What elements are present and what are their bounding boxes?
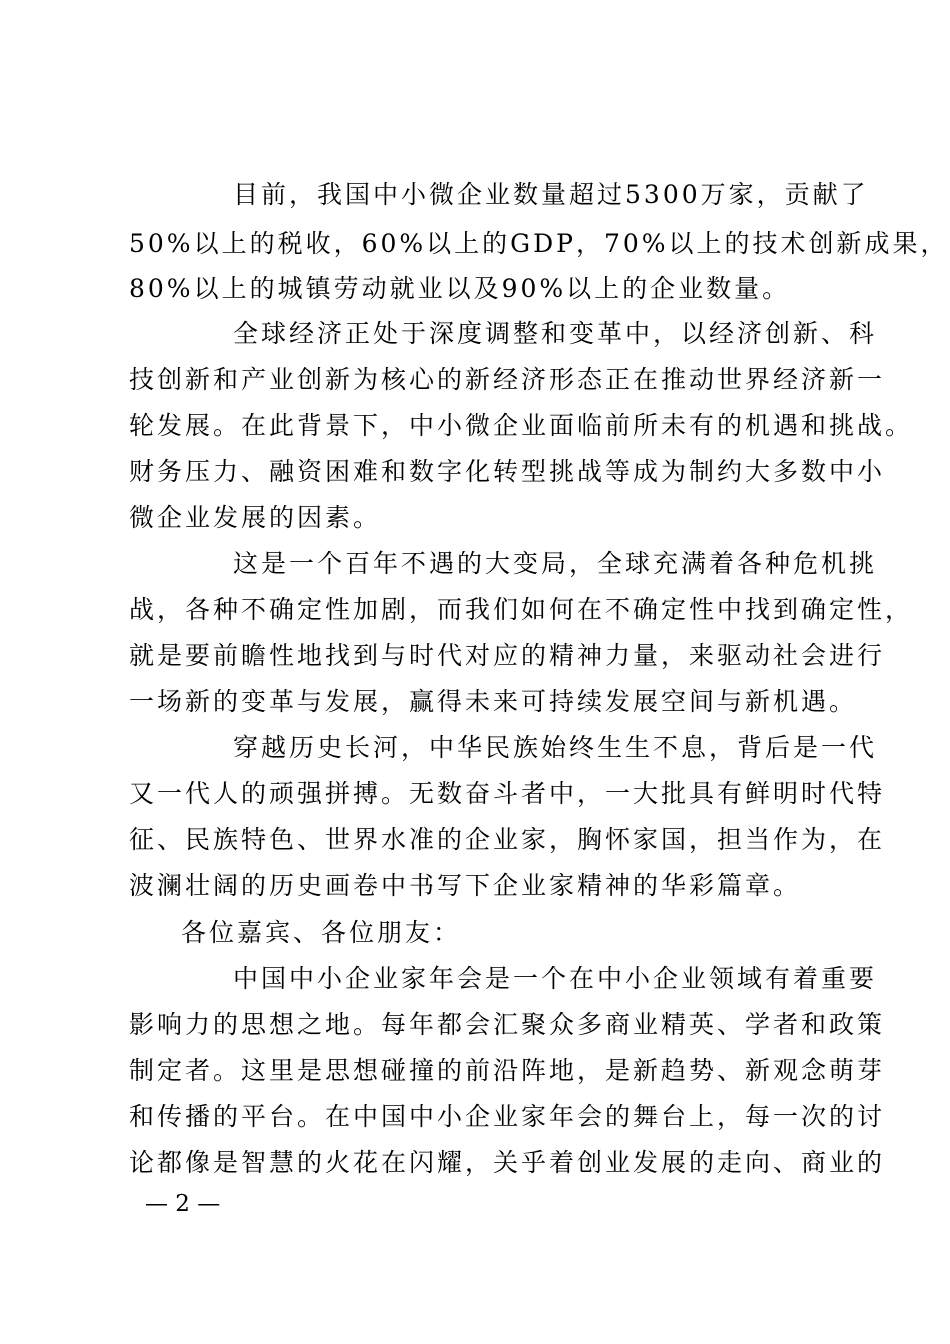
paragraph-1-line-1: 目前，我国中小微企业数量超过5300万家，贡献了 bbox=[233, 180, 869, 209]
paragraph-1-line-3: 80%以上的城镇劳动就业以及90%以上的企业数量。 bbox=[129, 274, 791, 303]
paragraph-5-line-3: 制定者。这里是思想碰撞的前沿阵地，是新趋势、新观念萌芽 bbox=[129, 1056, 886, 1085]
paragraph-2-line-1: 全球经济正处于深度调整和变革中，以经济创新、科 bbox=[233, 319, 878, 348]
page-number: — 2 — bbox=[145, 1191, 221, 1217]
paragraph-3-line-4: 一场新的变革与发展，赢得未来可持续发展空间与新机遇。 bbox=[129, 687, 858, 716]
paragraph-4-line-1: 穿越历史长河，中华民族始终生生不息，背后是一代 bbox=[233, 733, 878, 762]
paragraph-1-line-2: 50%以上的税收，60%以上的GDP，70%以上的技术创新成果， bbox=[129, 229, 949, 258]
paragraph-2-line-5: 微企业发展的因素。 bbox=[129, 503, 382, 532]
paragraph-3-line-2: 战，各种不确定性加剧，而我们如何在不确定性中找到确定性， bbox=[129, 595, 914, 624]
paragraph-4-line-4: 波澜壮阔的历史画卷中书写下企业家精神的华彩篇章。 bbox=[129, 871, 802, 900]
paragraph-5-line-5: 论都像是智慧的火花在闪耀，关乎着创业发展的走向、商业的 bbox=[129, 1148, 886, 1177]
paragraph-2-line-3: 轮发展。在此背景下，中小微企业面临前所未有的机遇和挑战。 bbox=[129, 411, 914, 440]
paragraph-4-line-3: 征、民族特色、世界水准的企业家，胸怀家国，担当作为，在 bbox=[129, 825, 886, 854]
paragraph-5-line-2: 影响力的思想之地。每年都会汇聚众多商业精英、学者和政策 bbox=[129, 1010, 886, 1039]
paragraph-3-line-3: 就是要前瞻性地找到与时代对应的精神力量，来驱动社会进行 bbox=[129, 641, 886, 670]
paragraph-2-line-2: 技创新和产业创新为核心的新经济形态正在推动世界经济新一 bbox=[129, 365, 886, 394]
paragraph-5-line-1: 中国中小企业家年会是一个在中小企业领域有着重要 bbox=[233, 964, 878, 993]
paragraph-2-line-4: 财务压力、融资困难和数字化转型挑战等成为制约大多数中小 bbox=[129, 457, 886, 486]
paragraph-3-line-1: 这是一个百年不遇的大变局，全球充满着各种危机挑 bbox=[233, 549, 878, 578]
paragraph-5-line-4: 和传播的平台。在中国中小企业家年会的舞台上，每一次的讨 bbox=[129, 1102, 886, 1131]
paragraph-4-line-2: 又一代人的顽强拼搏。无数奋斗者中，一大批具有鲜明时代特 bbox=[129, 779, 886, 808]
salutation: 各位嘉宾、各位朋友： bbox=[181, 918, 462, 947]
